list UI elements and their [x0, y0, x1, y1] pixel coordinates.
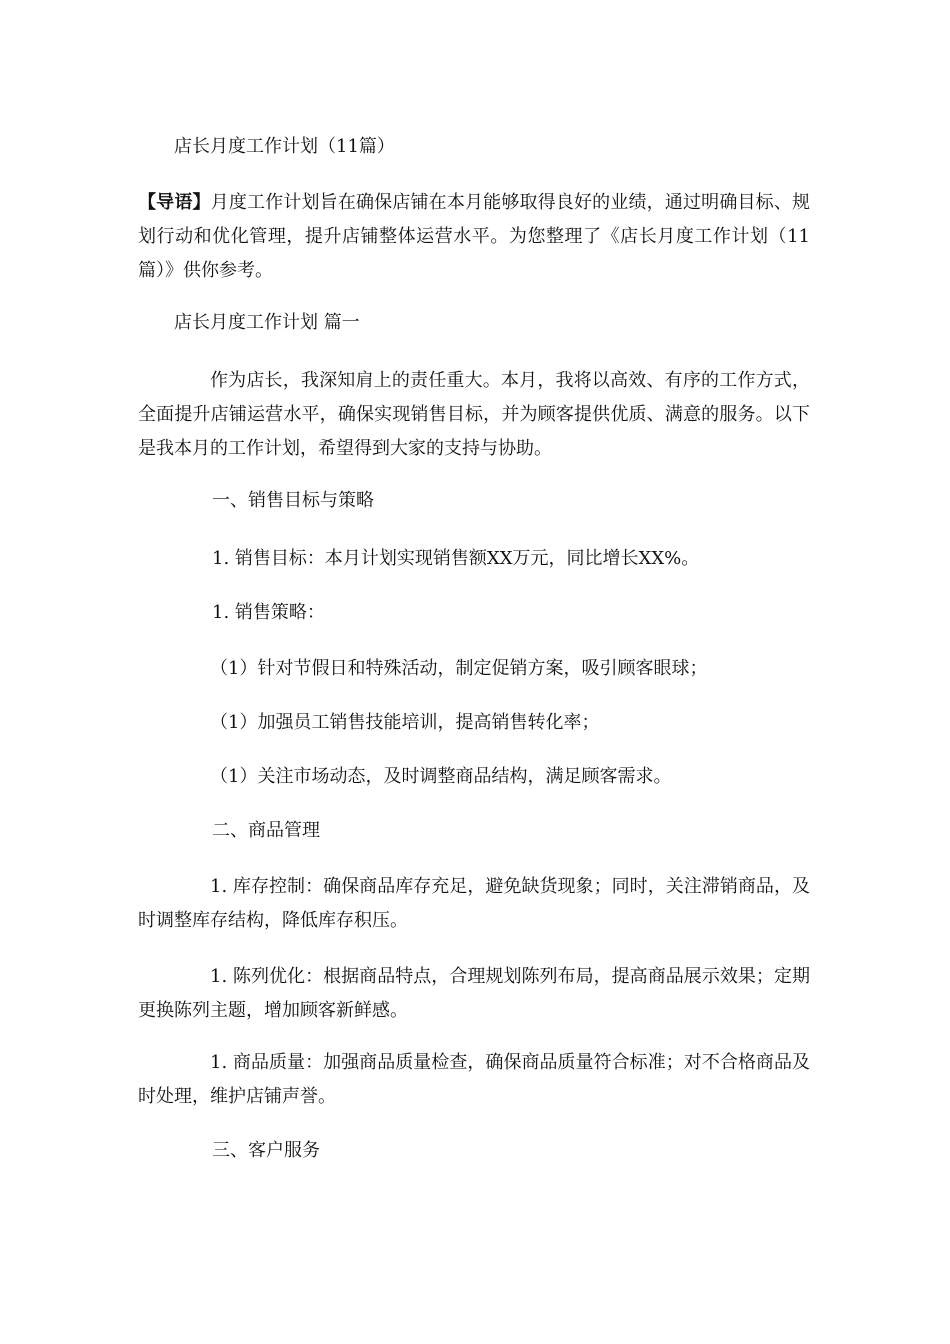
part-heading: 店长月度工作计划 篇一 [174, 312, 360, 333]
opening-paragraph: 作为店长，我深知肩上的责任重大。本月，我将以高效、有序的工作方式，全面提升店铺运营水平，确保实现销售目标，并为顾客提供优质、满意的服务。以下是我本月的工作计划，希望得到大家的支持与协助。 [138, 370, 810, 459]
intro-paragraph [138, 186, 810, 288]
intro-text: 月度工作计划旨在确保店铺在本月能够取得良好的业绩，通过明确目标、规划行动和优化管理，提升店铺整体运营水平。为您整理了《店长月度工作计划（11篇）》供你参考。 [138, 192, 811, 281]
strategy-item-2: （1）加强员工销售技能培训，提高销售转化率； [210, 712, 600, 733]
document-title: 店长月度工作计划（11篇） [174, 136, 395, 157]
strategy-item-1: （1）针对节假日和特殊活动，制定促销方案，吸引顾客眼球； [210, 658, 708, 679]
sales-goal-item: 1. 销售目标：本月计划实现销售额XX万元，同比增长XX%。 [212, 548, 700, 569]
intro-mark: 【导语】 [138, 192, 211, 213]
inventory-paragraph: 1. 库存控制：确保商品库存充足，避免缺货现象；同时，关注滞销商品，及时调整库存结构，降低库存积压。 [138, 876, 810, 931]
section-heading-service: 三、客户服务 [212, 1140, 320, 1161]
sales-strategy-item: 1. 销售策略： [212, 602, 325, 623]
section-heading-sales: 一、销售目标与策略 [212, 490, 374, 511]
section-heading-goods: 二、商品管理 [212, 820, 320, 841]
display-paragraph: 1. 陈列优化：根据商品特点，合理规划陈列布局，提高商品展示效果；定期更换陈列主题，增加顾客新鲜感。 [138, 966, 810, 1021]
quality-paragraph: 1. 商品质量：加强商品质量检查，确保商品质量符合标准；对不合格商品及时处理，维护店铺声誉。 [138, 1052, 810, 1107]
strategy-item-3: （1）关注市场动态，及时调整商品结构，满足顾客需求。 [210, 766, 672, 787]
